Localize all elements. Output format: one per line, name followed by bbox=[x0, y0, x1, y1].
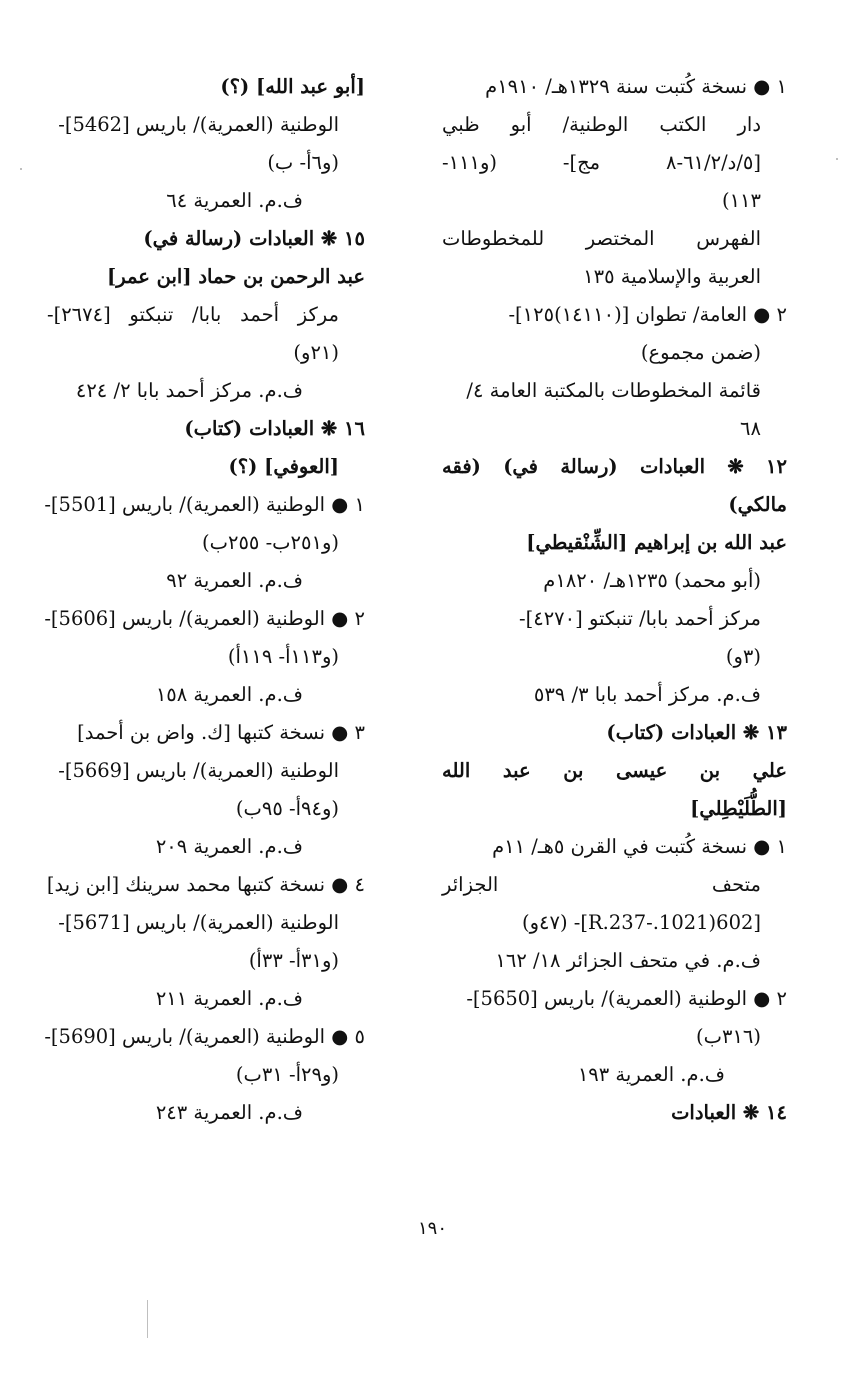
text-line: (ضمن مجموع) bbox=[640, 341, 761, 364]
scan-speck bbox=[20, 168, 22, 170]
text-line: ٢ ● الوطنية (العمرية)/ باريس [5650]- bbox=[466, 987, 787, 1010]
text-line: ٦٨ bbox=[740, 417, 761, 440]
text-line: ١ ● الوطنية (العمرية)/ باريس [5501]- bbox=[44, 493, 365, 516]
left-column bbox=[44, 68, 365, 1132]
text-line: ف.م. مركز أحمد بابا ٢/ ٤٢٤ bbox=[75, 379, 303, 402]
text-line: ١٥ ❋ العبادات (رسالة في) bbox=[143, 227, 365, 250]
text-line: ف.م. العمرية ١٩٣ bbox=[577, 1063, 725, 1086]
text-line: [602(1021.-R.237]- (٤٧و) bbox=[522, 911, 761, 934]
text-line: ٢ ● العامة/ تطوان [(١٤١١٠)١٢٥]- bbox=[508, 303, 787, 326]
right-column bbox=[442, 68, 787, 1132]
text-line: قائمة المخطوطات بالمكتبة العامة ٤/ bbox=[466, 379, 761, 402]
text-line: ١٤ ❋ العبادات bbox=[671, 1101, 787, 1124]
text-line: مركز أحمد بابا/ تنبكتو [٢٦٧٤]- bbox=[47, 303, 339, 326]
text-line: ٤ ● نسخة كتبها محمد سرينك [ابن زيد] bbox=[46, 873, 365, 896]
text-line: مالكي) bbox=[728, 493, 787, 516]
text-line: ف.م. العمرية ١٥٨ bbox=[155, 683, 303, 706]
text-line: ٥ ● الوطنية (العمرية)/ باريس [5690]- bbox=[44, 1025, 365, 1048]
text-line: ف.م. العمرية ٢٤٣ bbox=[155, 1101, 303, 1124]
text-line: (و٦أ- ب) bbox=[267, 151, 339, 174]
text-line: (و١١٣أ- ١١٩أ) bbox=[227, 645, 339, 668]
text-line: ١٦ ❋ العبادات (كتاب) bbox=[184, 417, 365, 440]
text-line: (٣و) bbox=[725, 645, 761, 668]
text-line: ف.م. العمرية ٩٢ bbox=[166, 569, 303, 592]
text-line: مركز أحمد بابا/ تنبكتو [٤٢٧٠]- bbox=[519, 607, 761, 630]
text-line: ف.م. العمرية ٦٤ bbox=[166, 189, 303, 212]
text-line: الوطنية (العمرية)/ باريس [5462]- bbox=[58, 113, 339, 136]
text-line: ١٢ ❋ العبادات (رسالة في) (فقه bbox=[442, 455, 787, 478]
text-line: (٣١٦ب) bbox=[696, 1025, 761, 1048]
text-line: العربية والإسلامية ١٣٥ bbox=[583, 265, 761, 288]
text-line: علي بن عيسى بن عبد الله bbox=[442, 759, 787, 782]
text-line: الوطنية (العمرية)/ باريس [5669]- bbox=[58, 759, 339, 782]
scan-speck bbox=[836, 158, 838, 160]
page-number: ١٩٠ bbox=[417, 1218, 447, 1239]
text-line: (و٢٥١ب- ٢٥٥ب) bbox=[202, 531, 339, 554]
text-line: ١ ● نسخة كُتبت سنة ١٣٢٩هـ/ ١٩١٠م bbox=[485, 75, 787, 98]
text-line: دار الكتب الوطنية/ أبو ظبي bbox=[442, 113, 761, 136]
text-line: ١١٣) bbox=[721, 189, 761, 212]
text-line: ف.م. في متحف الجزائر ١٨/ ١٦٢ bbox=[495, 949, 761, 972]
text-line: عبد الله بن إبراهيم [الشِّنْقيطي] bbox=[526, 531, 787, 554]
text-line: ٣ ● نسخة كتبها [ك. واض بن أحمد] bbox=[77, 721, 365, 744]
text-line: ١ ● نسخة كُتبت في القرن ٥هـ/ ١١م bbox=[492, 835, 787, 858]
text-line: الوطنية (العمرية)/ باريس [5671]- bbox=[58, 911, 339, 934]
text-line: (و٩٤أ- ٩٥ب) bbox=[235, 797, 339, 820]
text-line: (و٣١أ- ٣٣أ) bbox=[248, 949, 339, 972]
text-line: [أبو عبد الله] (؟) bbox=[220, 75, 365, 98]
text-line: ٢ ● الوطنية (العمرية)/ باريس [5606]- bbox=[44, 607, 365, 630]
text-line: [العوفي] (؟) bbox=[228, 455, 339, 478]
text-line: (و٢٩أ- ٣١ب) bbox=[235, 1063, 339, 1086]
text-line: متحف الجزائر bbox=[442, 873, 761, 896]
text-line: [٥/د/٦١/٢-٨ مج]- (و١١١- bbox=[442, 151, 761, 174]
text-line: ١٣ ❋ العبادات (كتاب) bbox=[606, 721, 787, 744]
text-line: (أبو محمد) ١٢٣٥هـ/ ١٨٢٠م bbox=[543, 569, 761, 592]
text-line: (٢١و) bbox=[293, 341, 339, 364]
text-line: الفهرس المختصر للمخطوطات bbox=[442, 227, 761, 250]
text-line: عبد الرحمن بن حماد [ابن عمر] bbox=[106, 265, 365, 288]
text-line: [الطُّلَيْطِلي] bbox=[690, 797, 787, 820]
text-line: ف.م. العمرية ٢١١ bbox=[155, 987, 303, 1010]
scan-mark bbox=[147, 1300, 148, 1338]
text-line: ف.م. العمرية ٢٠٩ bbox=[155, 835, 303, 858]
text-line: ف.م. مركز أحمد بابا ٣/ ٥٣٩ bbox=[533, 683, 761, 706]
